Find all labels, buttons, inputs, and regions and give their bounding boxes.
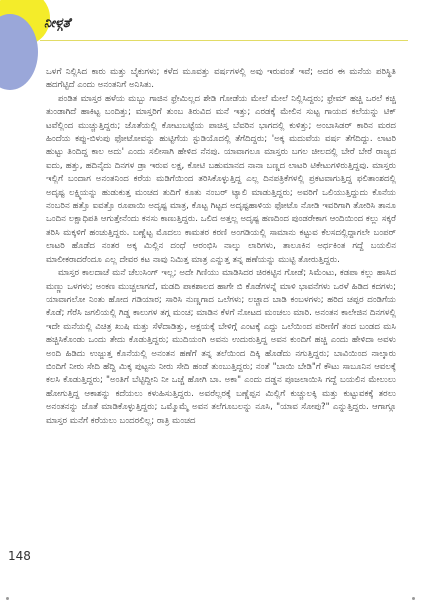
paragraph: ಒಳಗೆ ನಿಲ್ಲಿಸಿದ ಕಾರು ಮತ್ತು ಬೈಕುಗಳು; ಕಳೆದ ಮೂವತ್ತು ವರ್ಷಗಳಲ್ಲಿ ಅವು ಇರುವಂತೆ ಇವೆ; ಅದರ ಈ ಮನೆಯ ಪರಿಸ್ಥಿತಿ ಹದಗೆಟ್ಟಿದೆ ಎಂದು ಅನಂತನಿಗೆ ಅನಿಸಿತು. — [46, 67, 396, 91]
header-divider — [40, 40, 408, 41]
running-header-title: ನೀಳ್ಗತೆ — [44, 16, 71, 31]
page-number: 148 — [8, 549, 31, 563]
paragraph: ಪಂಡಿತ ಮಾಸ್ತರ ಹಳೆಯ ಮಬ್ಬು ಗಾಜಿನ ಫ್ರೇಮಿಲ್ಲದ ಶೇಡಿ ಗೋಡೆಯ ಮೇಲೆ ಮೇಲೆ ನಿಲ್ಲಿಸಿದ್ದರು; ಫ್ರೇಮ್ ಹಚ್ಚಿ ಒರಲೆ ಕಚ್ಚಿ ತುಂಡಾಗಿದೆ ಹಾಕಿಟ್ಟ ಬಂದಿತ್ತು; ಮಾಸ್ತರಿಗೆ ತುಂಬ ತಿರುವಿದ ಮನೆ ಇತ್ತು; ಎರಡಕ್ಕೆ ಮೇಲಿನ ಸುಟ್ಟ ಗಾಯದ ಕಲೆಯನ್ನು ಟಿಕ್ ಟವೆಲ್ಲಿಂದ ಮುಚ್ಚುತ್ತಿದ್ದರು; ಜೊತೆಯಲ್ಲಿ ಕೋಟುಬಟ್ಟೆಯ ಪಾಚಿಸ್ತ ಬೆವರಿನ ಭಾಗದಲ್ಲಿ ಕುಳಿತ್ತು; ಅಂಬಾಸಿಡರ್ ಕಾರಿನ ಮರದ ಹಿಂದೆಯ ಕಪ್ಪು-ಬಿಳುಪು ಫೋಟೋವನ್ನು ಹುಟ್ಟಿಗೆಯ ಸ್ಟುಡಿಯೊದಲ್ಲಿ ತೆಗೆದಿದ್ದರು; 'ಅಕ್ಕ ಮದುವೆಯ ವರ್ಷ ತೆಗೆದಿದ್ದು. ಲಾಟರಿ ಹುಟ್ಟು ತಿಂದಿದ್ದ ಕಾಲ ಅದು' ಎಂದು ಸಲೀಸಾಗಿ ಹೇಳಿದ ನೆನಪು. ಯಾವಾಗಲೂ ಮಾಸ್ತರು ಬಗಲ ಚೀಲದಲ್ಲಿ ಬೇರೆ ಬೇರೆ ರಾಜ್ಯದ ಐದು, ಹತ್ತು, ಹದಿನೈದು ದಿನಗಳ ಡ್ರಾ ಇರುವ ಲಕ್ಷ, ಕೋಟಿ ಬಹುಮಾನದ ನಾನಾ ಬಣ್ಣದ ಲಾಟರಿ ಟಿಕೇಟುಗಳಿರುತ್ತಿದ್ದವು. ಮಾಸ್ತರು ಇಲ್ಲಿಗೆ ಬಂದಾಗ ಅನಂತನಿಂದ ಕರೆಯ ಮಡಿಗೆಯಿಂದ ತರಿಸಿಕೊಳ್ಳುತ್ತಿದ್ದ ಎಲ್ಲ ದಿನಪತ್ರಿಕೆಗಳಲ್ಲಿ ಪ್ರಕಟವಾಗುತ್ತಿದ್ದ ಫಲಿತಾಂಶದಲ್ಲಿ ಅದೃಷ್ಟ ಲಕ್ಷ್ಮಿಯನ್ನು ಹುಡುಕುತ್ತ ಮಂಚದ ತುದಿಗೆ ಕೂತು ನಂಬರ್ ಟ್ಯಾಲಿ ಮಾಡುತ್ತಿದ್ದರು; ಅವರಿಗೆ ಒಲಿಯುತ್ತಿದ್ದುದು ಕೊನೆಯ ನಂಬರಿನ ಹತ್ತೊ ಐವತ್ತೊ ರೂಪಾಯಿ ಅದೃಷ್ಟ ಮಾತ್ರ, ಕೊಟ್ಟ ಗಿಟ್ಟದ ಅದೃಷ್ಟಹಾಳಿಯ ಫೋಟೊ ನೋಡಿ ಇವರಿಗಾಗಿ ತೋರಿಸಿ ತಾನೂ ಒಂದಿನ ಲಕ್ಷಾಧಿಪತಿ ಆಗುತ್ತೇನೆಂದು ಕನಸು ಕಾಣುತ್ತಿದ್ದರು. ಒಲಿದ ಅತ್ತಲ್ಲ ಅದೃಷ್ಟ ಹಣದಿಂದ ಪುಂಡರೇಕಾಗ ಆಂದಿಯಿಂದ ಕಲ್ಲು ಸಕ್ಕರೆ ತರಿಸಿ ಮಕ್ಕಳಿಗೆ ಹಂಚುತ್ತಿದ್ದರು. ಬಣ್ಣೆಟ್ಟ ಮೊದಲು ಕಾಮತರ ಕರಣಿ ಅಂಗಡಿಯಲ್ಲಿ ಸಾಮಾನು ಕಟ್ಟುವ ಕೆಲಸದಲ್ಲಿದ್ದಾಗಲೇ ಬಂಪರ್ ಲಾಟರಿ ಹೊಡೆದ ನಂತರ ಅಕ್ಕ ಮಿಲ್ಲಿನ ದಂಧೆ ಆರಂಭಿಸಿ ನಾಲ್ಕು ಲಾರಿಗಳು, ತಾಲೂಕಿನ ಅರ್ಧಕಿಂತ ಗದ್ದೆ ಬಯಲಿನ ಮಾಲೀಕರಾದರೆಂದೂ ಎಲ್ಲ ದೇವರ ಕಟ ನಾವು ನಿಮಿತ್ತ ಮಾತ್ರ ಎನ್ನುತ್ತ ತನ್ನ ಹಣೆಯನ್ನು ಮುಟ್ಟಿ ತೋರುತ್ತಿದ್ದರು. — [46, 93, 396, 265]
body-text — [46, 66, 396, 574]
paragraph: ಮಾಸ್ತರ ಕಾಲದಾಚೆ ಮನೆ ಚೆಲುಸಿಂಗ್ ಇಲ್ಲ; ಅದೇ ಗಿಣಿಯು ಮಾಡಿಸಿದರ ಚಿರಕಟ್ಟಿನ ಗೋಡೆ; ಸಿಮೆಂಟು, ಕಡಪಾ ಕಲ್ಲು ಹಾಸಿದ ಮಣ್ಣು ಒಳಗಳು; ಅಂಕಣ ಮುಚ್ಚಲಾಗದೆ, ಮಡದಿ ಪಾಕಶಾಲದ ಹಾಗೇ ಬಿ ಕೊಡೆಗಳನ್ನೆ ಮಾಳಿ ಭಾವನೆಗಳು ಒರಳೆ ಹಿಡಿದ ಕದಗಳು; ಯಾವಾಗಲೋ ನಿಂತು ಹೋದ ಗಡಿಯಾರ; ಸಾರಿಸಿ ನುಣ್ಣಗಾದ ಒಲೆಗಳು; ಲಚ್ಚಾದ ಬಾಡಿ ಕಂಬಳಗಳು; ಹರಿದ ಚಪ್ಪರ ದಂಡಿಗೆಯ ಕೊಡೆ; ಗೆರೆಸಿ ಜಗಲಿಯಲ್ಲಿ ಗಿಡ್ಡ ಕಾಲುಗಳ ತಗ್ಗ ಮಂಚ; ಮಾಡಿನ ಕೆಳಗೆ ನೋಟದ ಮಂಚಲು ಮಾರಿ. ಅನಂತನ ಕಾಲೇಜಿನ ದಿನಗಳಲ್ಲಿ ಇದೇ ಮನೆಯಲ್ಲಿ ವಿಚಿತ್ರ ಖುಷಿ ಮತ್ತು ಸೆಳೆದಾಡಿತ್ತು, ಅಕ್ಷಯಕ್ಕೆ ಬೇಳಿಗ್ಗೆ ಎಂಟಕ್ಕೆ ಎದ್ದು ಒಲೆಯಿಂದ ಪರೀಣಿಗೆ ತಂದ ಬಂಡದ ಮಸಿ ಹಚ್ಚಿಸಿಕೊಂಡು ಒಂದು ತೇದು ಕೊಡುತ್ತಿದ್ದರು; ಮುದಿಯಂಗಿ ಅವನು ಉದುರುತ್ತಿದ್ದ ಅವನ ಕುಂದಿಗೆ ಹಚ್ಚಿ ಎಂದು ಹೇಳಿದಾ ಅವಳು ಅಂದಿ ಹಿಡಿದು ಉಜ್ಜುತ್ತ ಕೊನೆಯಲ್ಲಿ ಅನಂತನ ಹಣೆಗೆ ತನ್ನ ತಲೆಯಿಂದ ದಿಕ್ಕಿ ಹೊಡೆದು ನಗುತ್ತಿದ್ದರು; ಬಾವಿಯಿಂದ ನಾಲ್ಕಾರು ಬಿಂದಿಗೆ ನೀರು ಸೇದಿ ಹೆದ್ದಿ ಮಿಕ್ಕ ಪುಟ್ಟನು ನೀರು ಸೇದಿ ಹಂಡೆ ತುಂಬುತ್ತಿದ್ದರು; ನಂತೆ "ಬಾಯಿ ಬೇಡಿ"ಗೆ ಕೌಟು ಸಾಬೂನಿನ ಆವಲಕ್ಕೆ ಕಲಸಿ ಕೊಡುತ್ತಿದ್ದರು; "ಅಂತಿಗೆ ಬೆಟ್ಟಿದ್ದೀನಿ ನೀ ಒಚ್ಚೆ ಹೋಗಿ ಬಾ. ಅಕಾ" ಎಂದು ದಡ್ಡನ ಪೂಜಲಾಯಿಸಿ ಗದ್ದೆ ಬಯಲಿನ ಮೇಲುಲು ಹೋಗುತ್ತಿದ್ದ ಆಕಾಶನ್ನು ಕದೆಯಲು ಕಳುಹಿಸುತ್ತಿದ್ದರು. ಅವರೆಲ್ಲರಕ್ಕೆ ಬಣ್ಣೆಪ್ಪನ ಮಿಲ್ಲಿಗೆ ಕುಚ್ಚುಲಕ್ಕಿ ಮತ್ತು ಕುಟ್ಟುವಕಕ್ಕೆ ತರಲು ಅನಂತನನ್ನು ಜೊತೆ ಮಾಡಿಕೊಳ್ಳುತ್ತಿದ್ದರು; ಒಮ್ಮೊಮ್ಮೆ ಅವನ ತಲೆಗೂಬಲನ್ನು ನೂಸಿ, "ಯಾವ ಸೋಪು?" ಎನ್ನುತ್ತಿದ್ದರು. ಆಗಾಗ್ಗೂ ಮಾಸ್ತರ ಮನೆಗೆ ಕರೆಯಲು ಬಂದರಲಿಲ್ಲ; ರಾತ್ರಿ ಮಂಚದ — [46, 268, 396, 426]
